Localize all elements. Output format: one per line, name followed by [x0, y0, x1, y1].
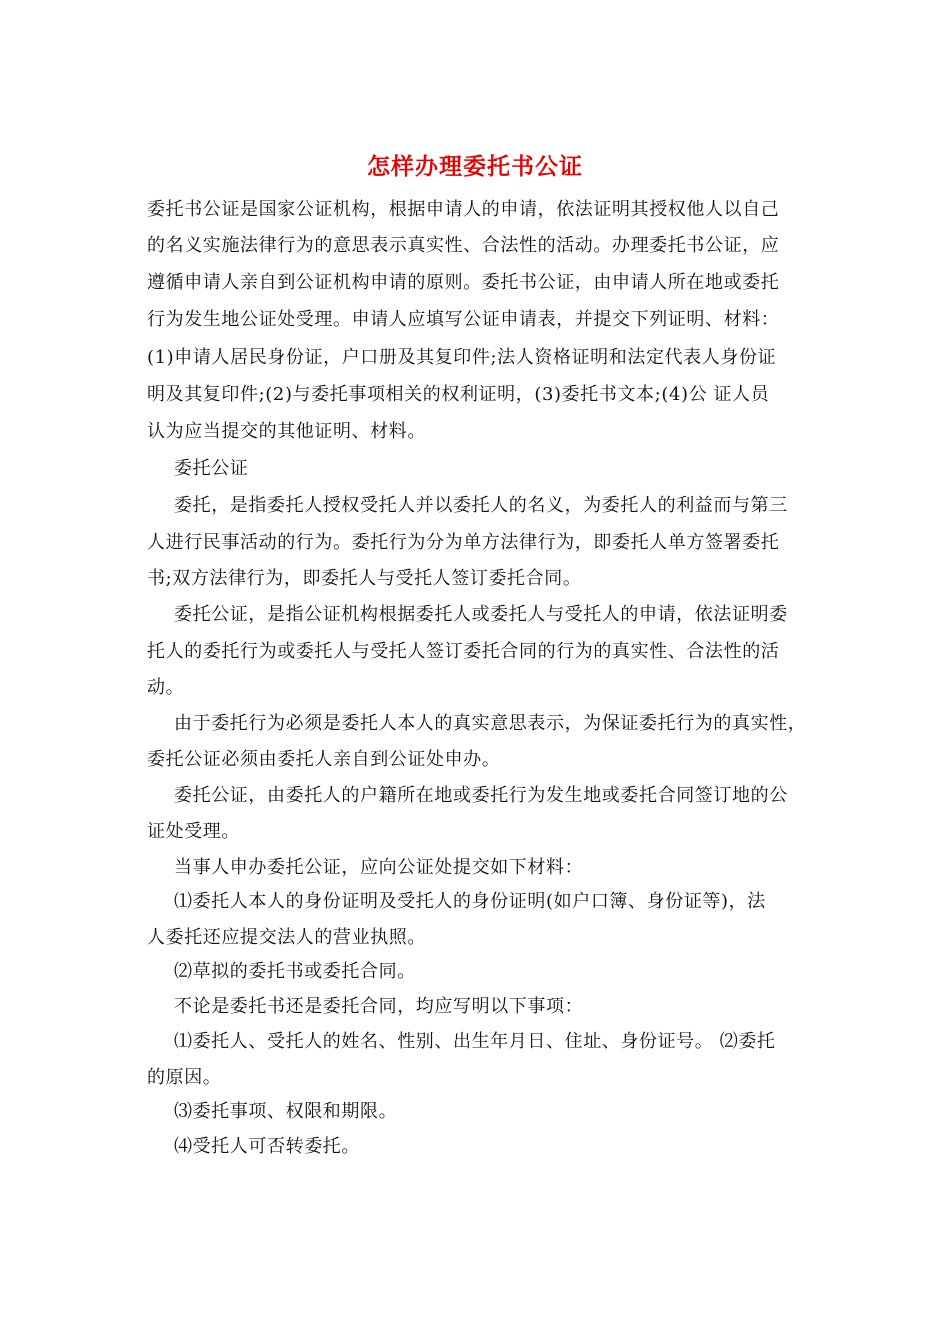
list-item: ⑵草拟的委托书或委托合同。	[174, 961, 416, 982]
body-line: 人进行民事活动的行为。委托行为分为单方法律行为，即委托人单方签署委托	[147, 532, 780, 553]
body-line: 书;双方法律行为，即委托人与受托人签订委托合同。	[147, 568, 582, 589]
body-line: 认为应当提交的其他证明、材料。	[147, 421, 426, 442]
body-line: (1)申请人居民身份证，户口册及其复印件;法人资格证明和法定代表人身份证	[147, 347, 777, 368]
body-line: 遵循申请人亲自到公证机构申请的原则。委托书公证，由申请人所在地或委托	[147, 272, 780, 293]
body-line: 由于委托行为必须是委托人本人的真实意思表示，为保证委托行为的真实性，	[174, 713, 807, 734]
body-line: 托人的委托行为或委托人与受托人签订委托合同的行为的真实性、合法性的活	[147, 641, 780, 662]
list-item: ⑶委托事项、权限和期限。	[174, 1101, 398, 1122]
body-line: 的名义实施法律行为的意思表示真实性、合法性的活动。办理委托书公证，应	[147, 235, 780, 256]
document-title: 怎样办理委托书公证	[367, 153, 583, 180]
body-line: 不论是委托书还是委托合同，均应写明以下事项：	[174, 996, 584, 1017]
body-line: 委托公证，由委托人的户籍所在地或委托行为发生地或委托合同签订地的公	[174, 785, 788, 806]
section-heading: 委托公证	[174, 458, 249, 479]
body-line: 当事人申办委托公证，应向公证处提交如下材料：	[174, 857, 584, 878]
body-line: 委托公证必须由委托人亲自到公证处申办。	[147, 749, 501, 770]
list-item: 的原因。	[147, 1067, 222, 1088]
body-line: 委托书公证是国家公证机构，根据申请人的申请，依法证明其授权他人以自己	[147, 199, 780, 220]
list-item: ⑴委托人本人的身份证明及受托人的身份证明(如户口簿、身份证等)，法	[174, 891, 766, 912]
body-line: 行为发生地公证处受理。申请人应填写公证申请表，并提交下列证明、材料：	[147, 309, 780, 330]
list-item: ⑷受托人可否转委托。	[174, 1136, 360, 1157]
body-line: 明及其复印件;(2)与委托事项相关的权利证明，(3)委托书文本;(4)公 证人员	[147, 384, 770, 405]
body-line: 委托，是指委托人授权受托人并以委托人的名义，为委托人的利益而与第三	[174, 495, 788, 516]
list-item: ⑴委托人、受托人的姓名、性别、出生年月日、住址、身份证号。 ⑵委托	[174, 1031, 776, 1052]
body-line: 委托公证，是指公证机构根据委托人或委托人与受托人的申请，依法证明委	[174, 604, 788, 625]
body-line: 证处受理。	[147, 821, 240, 842]
body-line: 动。	[147, 677, 185, 698]
list-item: 人委托还应提交法人的营业执照。	[147, 927, 426, 948]
